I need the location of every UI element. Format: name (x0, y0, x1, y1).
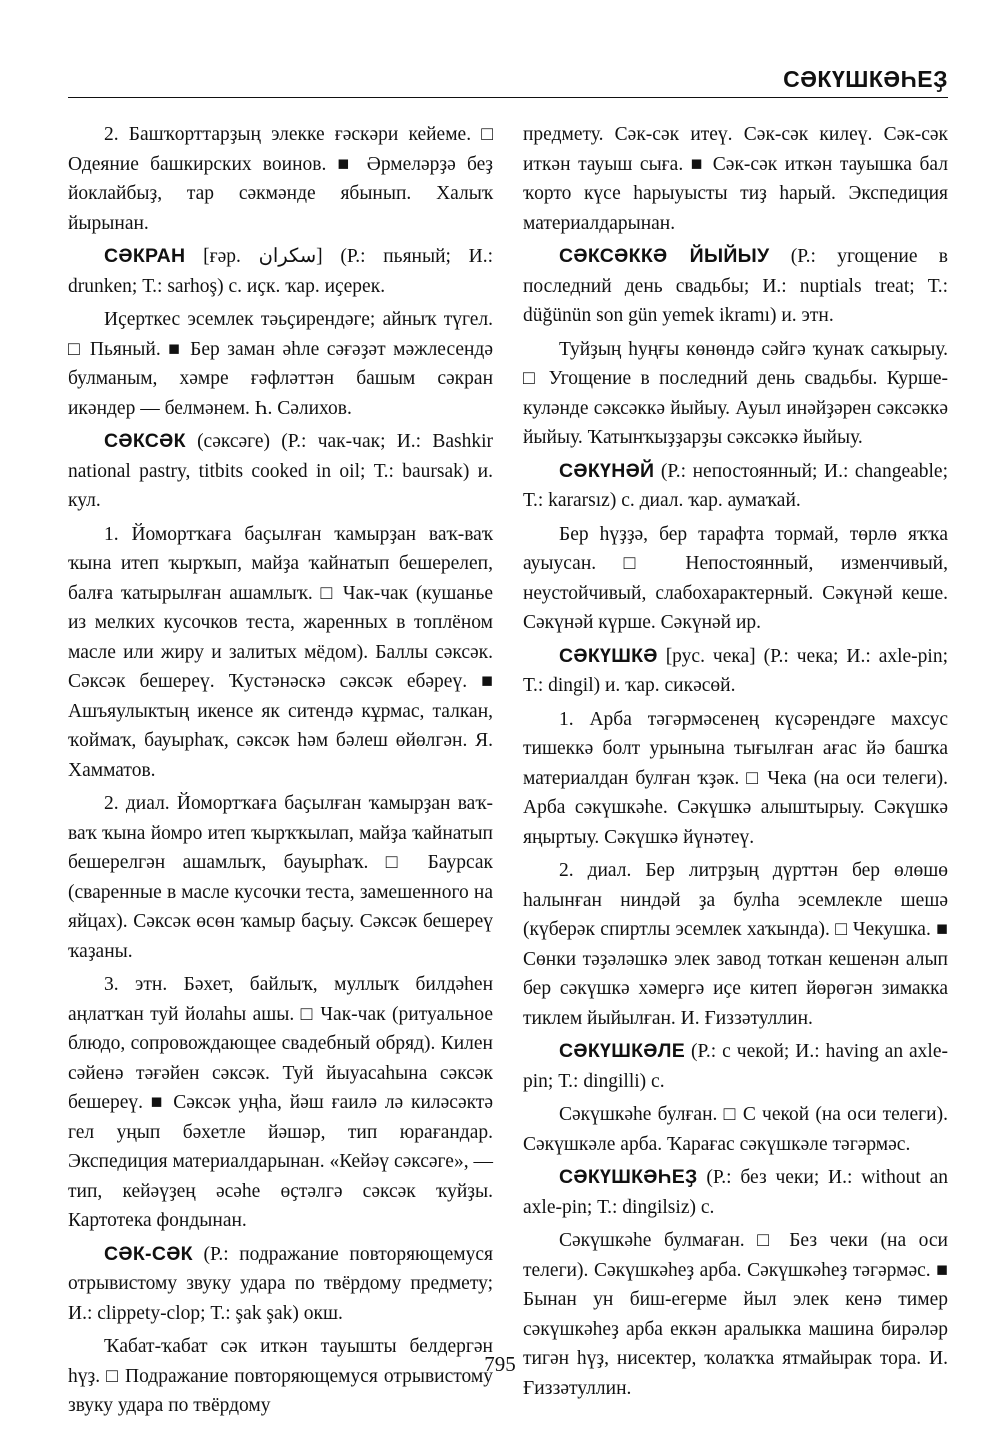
definition-sakushkale: Сәкүшкәһе булған. □ С чекой (на оси телеги). Сәкүшкәле арба. Ҡарағас сәкүшкәле тәгәрмәс. (523, 1104, 948, 1155)
entry-head-saksak: (сәксәге) (Р.: чак-чак; И.: Bashkir national pastry, titbits cooked in oil; Т.: baursak) и. кул. (68, 431, 493, 511)
definition-sakushkahez: Сәкүшкәһе булмаған. □ Без чеки (на оси телеги). Сәкүшкәһеҙ арба. Сәкүшкәһеҙ тәгәрмәс. ■ Бынан ун биш-егерме йыл элек кенә тимер сәкүшкәһеҙ арба еккән аралыкка машина бирәләр тигән һүҙ, нисектер, ҡолаҡҡа ятмайырак тора. И. Ғиззәтуллин. (523, 1230, 948, 1399)
entry-head-sak-sak: (Р.: подражание повторяющемуся отрывистому звуку удара по твёрдому предмету; И.: clippety-clop; Т.: şak şak) окш. (68, 1243, 493, 1324)
entry-head-sakushkahez: (Р.: без чеки; И.: without an axle-pin; Т.: dingilsiz) с. (523, 1167, 949, 1218)
headword-saknai: СӘКҮНӘЙ (559, 459, 655, 482)
headword-sak-sak: СӘК-СӘК (104, 1242, 193, 1265)
entry-sakushkahez (523, 1163, 948, 1222)
entry-head-sakran: [ғәр. سكران] (Р.: пьяный; И.: drunken; Т.: sarhoş) с. иҫк. ҡар. иҫерек. (68, 246, 493, 297)
entry-saksak (68, 427, 493, 516)
entry-sakushka (523, 642, 948, 701)
sense-saksak-1: 1. Йомортҡаға баҫылған ҡамырҙан ваҡ-ваҡ ҡына итеп ҡырҡып, майҙа ҡайнатып бешерелеп, балға ҡатырылған ашамлыҡ. □ Чак-чак (кушанье из мелких кусочков теста, жаренных в топлёном масле или жиру и залитых мёдом). Баллы сәксәк. Сәксәк бешереү. Ҡустәнәскә сәксәк ебәреү. ■ Ашъяулыктың икенсе як ситендә кұрмас, талкан, ҡоймаҡ, бауырһаҡ, сәксәк һәм бәлеш өйөлгән. Я. Хамматов. (68, 523, 493, 781)
headword-sakskka-yiyiu: СӘКСӘККӘ ЙЫЙЫУ (559, 245, 770, 267)
left-column (68, 120, 493, 1425)
running-header: СӘКҮШКӘҺЕҘ (783, 66, 948, 92)
definition-sak-sak-continued: предмету. Сәк-сәк итеү. Сәк-сәк килеү. Сәк-сәк иткән тауыш сыға. ■ Сәк-сәк иткән тауышка бал ҡорто күсе һарыуысты тиҙ һарый. Экспедиция материалдарынан. (523, 124, 948, 234)
entry-continuation-sense-2: 2. Башҡорттарҙың элекке ғәскәри кейеме. □ Одеяние башкирских воинов. ■ Әрмеләрҙә беҙ йоклайбыҙ, тар сәкмәнде ябынып. Халыҡ йырынан. (68, 124, 493, 234)
headword-saksak: СӘКСӘК (104, 430, 186, 452)
entry-head-sakushkale: (Р.: с чекой; И.: having an axle-pin; Т.: dingilli) с. (523, 1041, 948, 1092)
entry-sakushkale (523, 1037, 948, 1096)
entry-sakran (68, 242, 493, 301)
definition-saknai: Бер һүҙҙә, бер тарафта тормай, төрлө яҡҡа ауыусан. □ Непостоянный, изменчивый, неустойчивый, слабохарактерный. Сәкүнәй кеше. Сәкүнәй күрше. Сәкүнәй ир. (523, 523, 948, 633)
right-column (523, 120, 948, 1407)
header-rule (68, 97, 948, 98)
entry-saknai (523, 457, 948, 516)
sense-saksak-3: 3. этн. Бәхет, байлыҡ, муллыҡ билдәһен аңлатҡан туй йолаһы ашы. □ Чак-чак (ритуальное блюдо, сопровождающее свадебный обряд). Килен сәйенә тәғәйен сәксәк. Туй йыуасаһына сәксәк бешереү. ■ Сәксәк уңһа, йәш ғаилә лә киләсәктә гел уңып бәхетле йәшәр, тип юрағандар. Экспедиция материалдарынан. «Кейәү сәксәге», — тип, кейәүҙең әсәһе өҫтәлгә сәксәк ҡуйҙы. Картотека фондынан. (68, 974, 493, 1231)
definition-sakskka-yiyiu: Туйҙың һуңғы көнөндә сәйгә ҡунаҡ саҡырыу. □ Угощение в последний день свадьбы. Курше-куләнде сәксәккә йыйыу. Ауыл инәйҙәрен сәксәккә йыйыу. Ҡатынҡыҙҙарҙы сәксәккә йыйыу. (523, 338, 948, 448)
headword-sakushkale: СӘКҮШКӘЛЕ (559, 1040, 686, 1062)
entry-sak-sak (68, 1240, 493, 1329)
headword-sakushka: СӘКҮШКӘ (559, 644, 658, 667)
page-number: 795 (484, 1352, 516, 1376)
entry-head-sakskka-yiyiu: (Р.: угощение в последний день свадьбы; И.: nuptials treat; Т.: düğünün son gün yemek ikramı) и. этн. (523, 246, 948, 326)
sense-saksak-2: 2. диал. Йомортҡаға баҫылған ҡамырҙан ваҡ-ваҡ ҡына йомро итеп ҡырҡҡылап, майҙа ҡайнатып бешерелгән ашамлыҡ, бауырһаҡ. □ Баурсак (сваренные в масле кусочки теста, замешенного на яйцах). Сәксәк өсөн ҡамыр баҫыу. Сәксәк бешереү ҡаҙаны. (68, 793, 493, 962)
definition-sak-sak: Ҡабат-ҡабат сәк иткән тауышты белдергән һүҙ. □ Подражание повторяющемуся отрывистому звуку удара по твёрдому (68, 1336, 493, 1416)
sense-sakushka-1: 1. Арба тәгәрмәсенең күсәрендәге махсус тишеккә болт урынына тығылған ағас йә башҡа материалдан булған ҡҙәк. □ Чека (на оси телеги). Арба сәкүшкәһе. Сәкүшкә алыштырыу. Сәкүшкә яңыртыу. Сәкүшкә йүнәтеү. (523, 708, 948, 848)
entry-sakskka-yiyiu (523, 242, 948, 331)
sense-sakushka-2: 2. диал. Бер литрҙың дүрттән бер өлөшө һалынған ниндәй ҙа булһа эсемлекле шешә (күберәк спиртлы эсемлек хаҡында). □ Чекушка. ■ Сөнки тәҙәләшкә элек завод тоткан кешенән алып бер сәкүшкә хәмергә иҫе китеп йөрөгән зимакка тиклем йыйылған. И. Ғиззәтуллин. (523, 860, 948, 1029)
headword-sakran: СӘКРАН (104, 245, 186, 267)
headword-sakushkahez: СӘКҮШКӘҺЕҘ (559, 1166, 698, 1188)
entry-head-saknai: (Р.: непостоянный; И.: changeable; Т.: kararsız) с. диал. ҡар. аумаҡай. (523, 460, 948, 511)
definition-sakran: Иҫерткес эсемлек тәьҫирендәге; айныҡ түгел. □ Пьяный. ■ Бер заман әһле сәғәҙәт мәжлесендә булманым, хәмре ғәфләттән башым сәкран икәндер — белмәнем. Һ. Сәлихов. (68, 309, 493, 419)
entry-head-sakushka: [рус. чека] (Р.: чека; И.: axle-pin; Т.: dingil) и. ҡар. сикәсөй. (523, 645, 948, 696)
